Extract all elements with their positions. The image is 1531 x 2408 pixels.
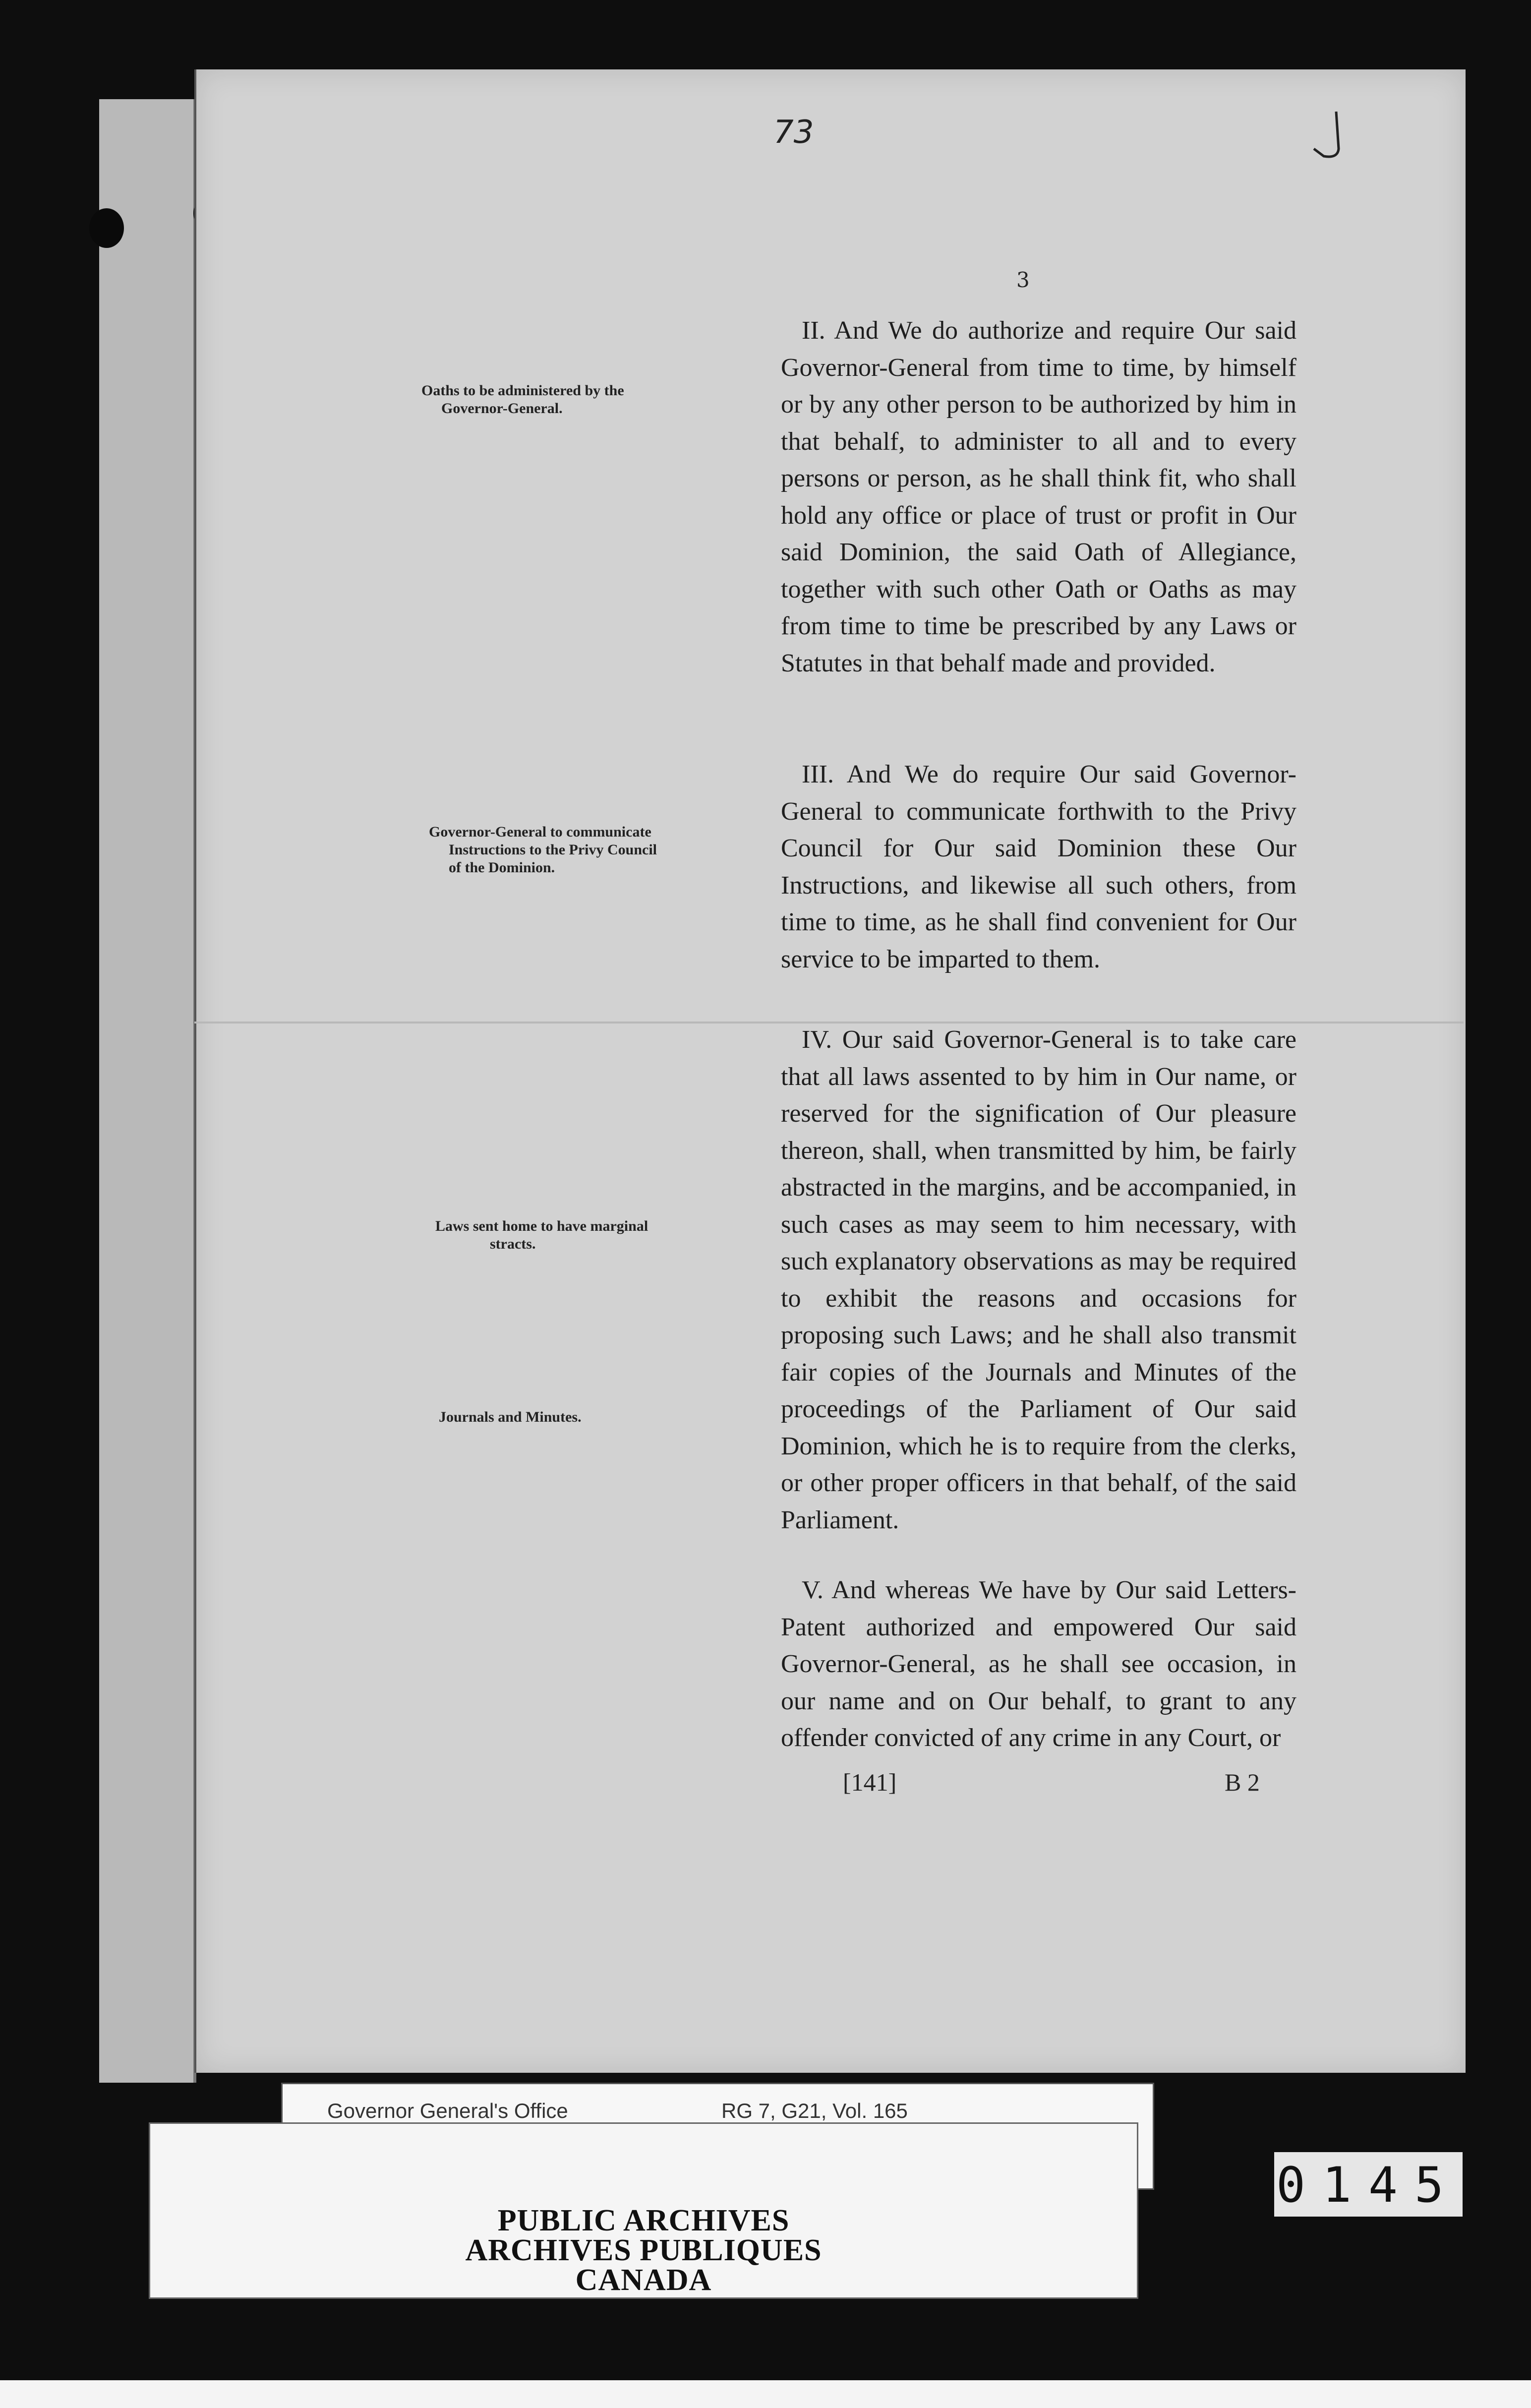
print-signature-right: B 2 xyxy=(1225,1768,1260,1796)
frame-counter xyxy=(1274,2152,1463,2217)
margin-note-line: Journals and Minutes. xyxy=(439,1409,582,1425)
paragraph-ii: II. And We do authorize and require Our said Governor-General from time to time, by himself or by any other person to be authorized by him in that behalf, to administer to all and to every persons or person, as he shall think fit, who shall hold any office or place of trust or profit in Our said Dominion, the said Oath of Allegiance, together with such other Oath or Oaths as may from time to time be prescribed by any Laws or Statutes in that behalf made and provided. xyxy=(781,316,1296,677)
office-english: Governor General's Office xyxy=(327,2099,568,2122)
paragraph-iii: III. And We do require Our said Governor-General to communicate forthwith to the Privy Council for Our said Dominion these Our Instructions, and likewise all such others, from time to time, as he shall find convenient for Our service to be imparted to them. xyxy=(781,760,1296,973)
paragraph-v: V. And whereas We have by Our said Letters-Patent authorized and empowered Our said Governor-General, as he shall see occasion, in our name and on Our behalf, to grant to any offender convicted of any crime in any Court, or xyxy=(781,1576,1296,1752)
margin-note-instructions xyxy=(429,823,726,877)
margin-note-line: Instructions to the Privy Council xyxy=(449,842,657,858)
stamp-line: CANADA xyxy=(575,2263,712,2297)
handwritten-folio-number: 73 xyxy=(773,114,814,151)
page-number: 3 xyxy=(1016,268,1030,292)
stamp-line: PUBLIC ARCHIVES xyxy=(497,2204,790,2237)
stamp-line: ARCHIVES PUBLIQUES xyxy=(465,2233,822,2267)
previous-page-edge xyxy=(99,99,196,2083)
margin-note-line: Governor-General. xyxy=(441,400,563,417)
paragraph-iv: IV. Our said Governor-General is to take care that all laws assented to by him in Our name, or reserved for the signification of Our pleasure thereon, shall, when transmitted by him, be fairly abstracted in the margins, and be accompanied, in such cases as may seem to him necessary, with such explanatory observations as may be required to exhibit the reasons and occasions for proposing such Laws; and he shall also transmit fair copies of the Journals and Minutes of the proceedings of the Parliament of Our said Dominion, which he is to require from the clerks, or other proper officers in that behalf, of the said Parliament. xyxy=(781,1025,1296,1534)
margin-note-line: stracts. xyxy=(490,1236,536,1252)
print-signature-left: [141] xyxy=(843,1768,897,1796)
margin-note-oaths xyxy=(421,382,719,418)
frame-number: 0145 xyxy=(1276,2157,1461,2214)
archives-stamp xyxy=(149,2122,1138,2299)
margin-note-line: of the Dominion. xyxy=(449,859,555,876)
binding-hole xyxy=(89,208,124,248)
margin-note-journals xyxy=(439,1408,736,1426)
margin-note-line: Laws sent home to have marginal xyxy=(435,1218,648,1234)
margin-note-line: Governor-General to communicate xyxy=(429,824,651,840)
check-mark-icon xyxy=(1309,109,1354,164)
margin-note-line: Oaths to be administered by the xyxy=(421,382,624,399)
record-group-reference: RG 7, G21, Vol. 165 xyxy=(721,2099,908,2122)
film-edge xyxy=(0,2380,1531,2408)
margin-note-laws xyxy=(435,1217,733,1253)
